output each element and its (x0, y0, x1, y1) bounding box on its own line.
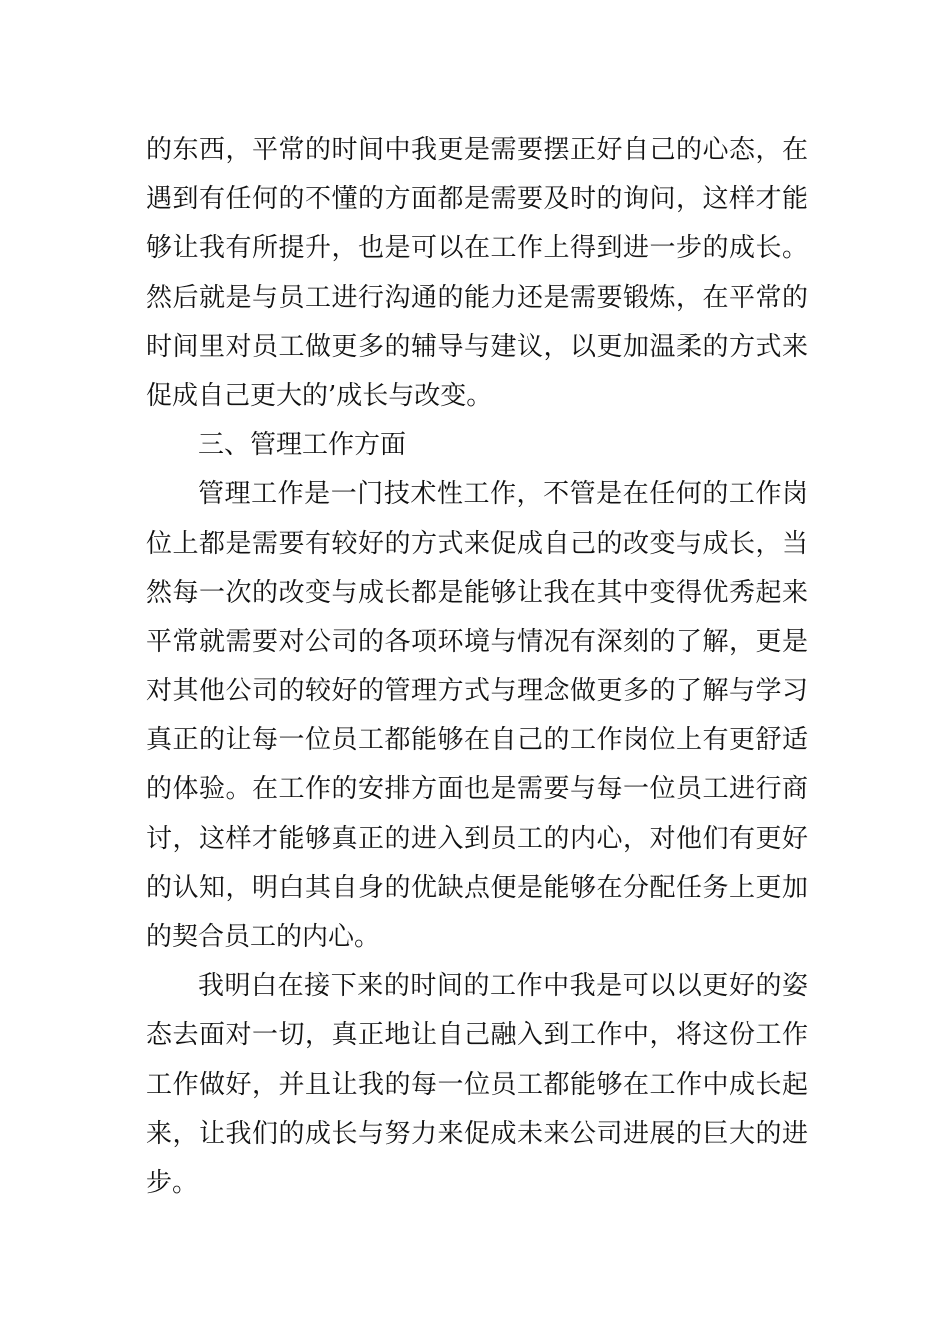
document-body (146, 126, 808, 1208)
text-line: 的认知，明白其自身的优缺点便是能够在分配任务上更加 (146, 872, 808, 903)
text-line: 讨，这样才能够真正的进入到员工的内心，对他们有更好 (146, 823, 808, 854)
text-line: 的契合员工的内心。 (146, 922, 381, 952)
text-line: 够让我有所提升，也是可以在工作上得到进一步的成长。 (146, 233, 808, 264)
text-line: 真正的让每一位员工都能够在自己的工作岗位上有更舒适 (146, 725, 808, 756)
text-line: 然每一次的改变与成长都是能够让我在其中变得优秀起来 (146, 577, 808, 608)
text-line: 的东西，平常的时间中我更是需要摆正好自己的心态，在 (146, 135, 808, 165)
text-line: 对其他公司的较好的管理方式与理念做更多的了解与学习 (146, 676, 808, 707)
text-line: 态去面对一切，真正地让自己融入到工作中，将这份工作 (146, 1020, 808, 1051)
text-line: 平常就需要对公司的各项环境与情况有深刻的了解，更是 (146, 626, 808, 657)
text-line: 遇到有任何的不懂的方面都是需要及时的询问，这样才能 (146, 184, 808, 215)
text-line: 时间里对员工做更多的辅导与建议，以更加温柔的方式来 (146, 331, 808, 362)
text-line: 来，让我们的成长与努力来促成未来公司进展的巨大的进 (146, 1118, 808, 1149)
text-line: 步。 (146, 1167, 199, 1198)
text-line: 管理工作是一门技术性工作，不管是在任何的工作岗 (198, 479, 808, 510)
text-line: 工作做好，并且让我的每一位员工都能够在工作中成长起 (146, 1069, 808, 1100)
text-line: 我明白在接下来的时间的工作中我是可以以更好的姿 (198, 971, 808, 1002)
text-line: 促成自己更大的’成长与改变。 (146, 380, 493, 411)
section-heading: 三、管理工作方面 (198, 430, 407, 461)
text-line: 的体验。在工作的安排方面也是需要与每一位员工进行商 (146, 774, 808, 805)
text-line: 位上都是需要有较好的方式来促成自己的改变与成长，当 (146, 528, 808, 559)
text-line: 然后就是与员工进行沟通的能力还是需要锻炼，在平常的 (146, 282, 808, 313)
